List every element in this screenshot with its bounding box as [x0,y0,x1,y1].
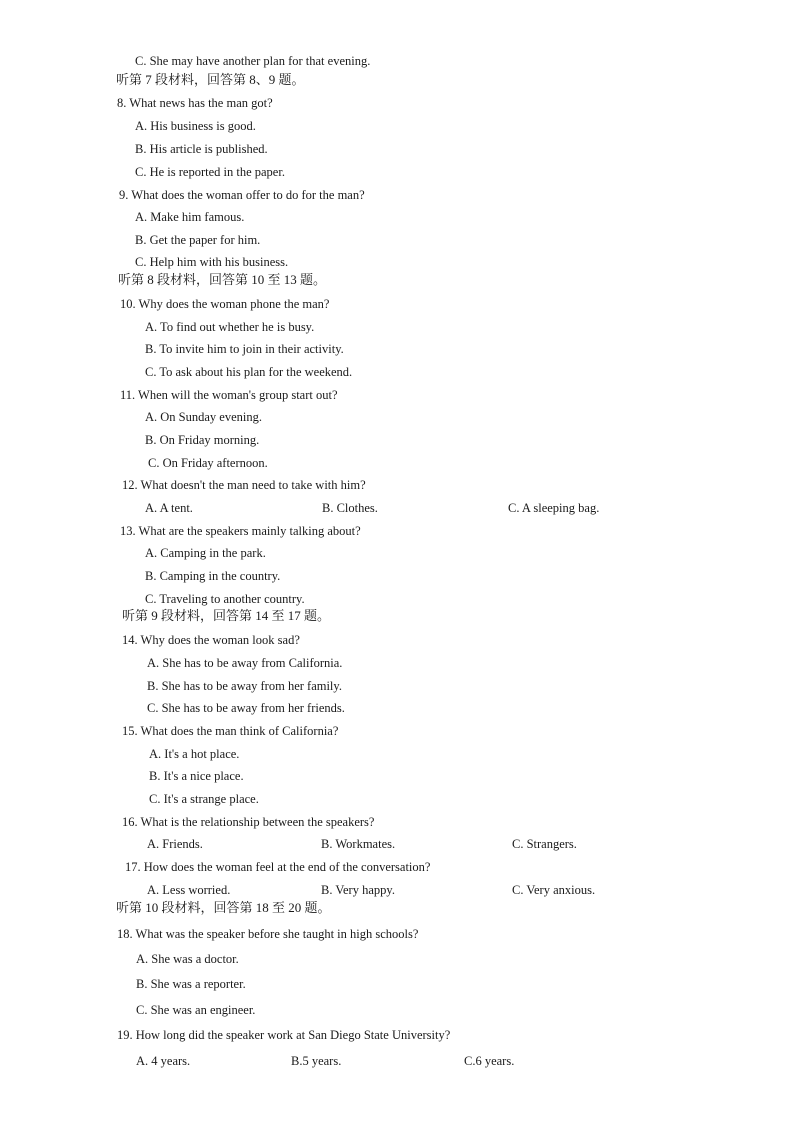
option-line: A. To find out whether he is busy. [145,320,315,334]
option-line: C. She was an engineer. [136,1003,256,1017]
option-b: B. Very happy. [321,883,395,897]
question-line: 15. What does the man think of California? [122,724,339,738]
option-line: C. On Friday afternoon. [148,456,268,470]
question-line: 12. What doesn't the man need to take with him? [122,478,366,492]
option-line: C. Help him with his business. [135,255,289,269]
question-line: 18. What was the speaker before she taught in high schools? [117,927,419,941]
option-line: A. Camping in the park. [145,546,266,560]
option-line: C. She has to be away from her friends. [147,701,345,715]
option-c: C. A sleeping bag. [508,501,600,515]
option-line: B. Get the paper for him. [135,233,261,247]
option-c: C. Very anxious. [512,883,596,897]
option-line: A. She has to be away from California. [147,656,343,670]
option-line: A. Make him famous. [135,210,245,224]
option-a: A. Friends. [147,837,203,851]
option-a: A. 4 years. [136,1054,191,1068]
option-a: A. Less worried. [147,883,231,897]
option-line: B. On Friday morning. [145,433,260,447]
option-c: C. Strangers. [512,837,577,851]
section-heading: 听第 9 段材料，回答第 14 至 17 题。 [122,608,331,623]
option-line: C. She may have another plan for that evening. [135,54,371,68]
question-line: 19. How long did the speaker work at San Diego State University? [117,1028,451,1042]
question-line: 17. How does the woman feel at the end of the conversation? [125,860,431,874]
section-heading: 听第 8 段材料，回答第 10 至 13 题。 [118,272,327,287]
option-line: C. To ask about his plan for the weekend. [145,365,353,379]
section-heading: 听第 7 段材料，回答第 8、9 题。 [116,72,305,87]
option-c: C.6 years. [464,1054,515,1068]
question-line: 8. What news has the man got? [117,96,273,110]
option-line: C. It's a strange place. [149,792,259,806]
option-line: A. His business is good. [135,119,256,133]
option-line: B. She was a reporter. [136,977,246,991]
option-line: A. It's a hot place. [149,747,240,761]
option-line: B. His article is published. [135,142,268,156]
option-line: C. Traveling to another country. [145,592,305,606]
question-line: 14. Why does the woman look sad? [122,633,300,647]
question-line: 13. What are the speakers mainly talking about? [120,524,361,538]
question-line: 16. What is the relationship between the speakers? [122,815,375,829]
question-line: 10. Why does the woman phone the man? [120,297,330,311]
question-line: 11. When will the woman's group start out? [120,388,338,402]
section-heading: 听第 10 段材料，回答第 18 至 20 题。 [116,900,331,915]
option-line: A. On Sunday evening. [145,410,262,424]
option-line: B. It's a nice place. [149,769,244,783]
option-b: B. Clothes. [322,501,378,515]
option-b: B.5 years. [291,1054,342,1068]
question-line: 9. What does the woman offer to do for the man? [119,188,365,202]
option-b: B. Workmates. [321,837,396,851]
option-line: B. She has to be away from her family. [147,679,342,693]
option-line: B. Camping in the country. [145,569,281,583]
option-line: A. She was a doctor. [136,952,239,966]
option-line: C. He is reported in the paper. [135,165,285,179]
option-line: B. To invite him to join in their activity. [145,342,344,356]
option-a: A. A tent. [145,501,193,515]
